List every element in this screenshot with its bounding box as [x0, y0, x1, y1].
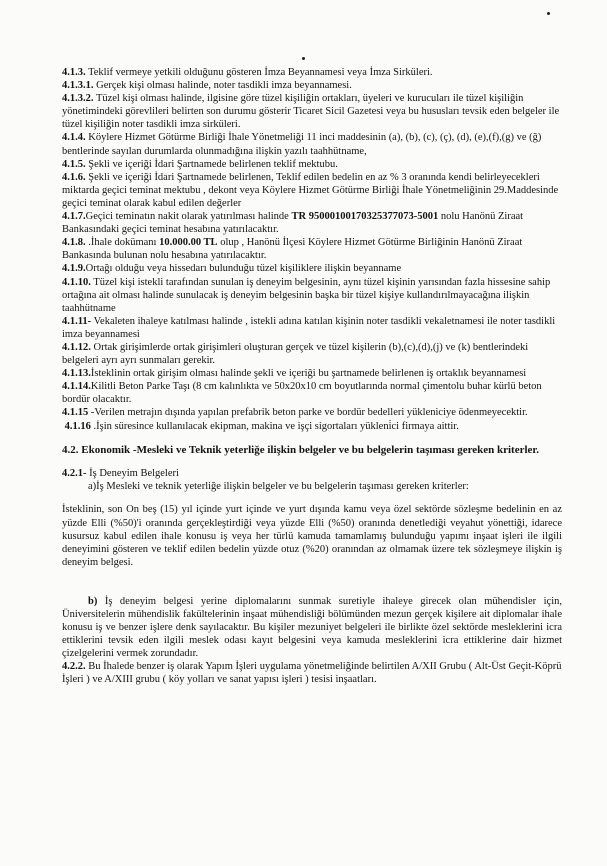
- item-4-1-5: 4.1.5. Şekli ve içeriği İdari Şartnamede belirlenen teklif mektubu.: [62, 158, 338, 170]
- paragraph-a: İsteklinin, son On beş (15) yıl içinde yurt içinde ve yurt dışında kamu veya özel sektörde sözleşme bedelinin en az yüzde Elli (%50)'i oranında gerçekleştirdiği veya yüzde Elli (%50) oranında denetlediği veyahut yönettiği, idarece kusursuz kabul edilen ihale konusu iş veya her türlü kamuda tamamlamış bulunduğu yapımı inşaat işleri ile ilgili deneyimini gösteren ve teklif edilen bedelin yüzde otuz (%20) oranından az olmamak üzere tek sözleşmeye ilişkin iş deneyim belgesi.: [62, 504, 562, 568]
- item-4-1-14: 4.1.14.Kilitli Beton Parke Taşı (8 cm kalınlıkta ve 50x20x10 cm boyutlarında normal çimentolu buhar kürlü beton bordür olacaktır.: [62, 381, 542, 406]
- item-4-1-9: 4.1.9.Ortağı olduğu veya hissedarı bulunduğu tüzel kişiliklere ilişkin beyanname: [62, 263, 402, 275]
- item-4-1-13: 4.1.13.İsteklinin ortak girişim olması halinde şekli ve içeriği bu şartnamede belirlenen iş ortaklık beyannamesi: [62, 368, 527, 380]
- scan-speck: [547, 12, 550, 15]
- iban-number: TR 95000100170325377073-5001: [291, 211, 439, 223]
- item-4-1-10: 4.1.10. Tüzel kişi istekli tarafından sunulan iş deneyim belgesinin, aynı tüzel kişinin yarısından fazla hissesine sahip ortağına ait olması halinde sunulacak iş deneyim belgesinin başka bir tüzel kişiye kullandırılmayacağına ilişkin taahhütname: [62, 276, 551, 314]
- item-a-heading: a)İş Mesleki ve teknik yeterliğe ilişkin belgeler ve bu belgelerin taşıması gereken kriterler:: [88, 481, 469, 493]
- item-4-1-15: 4.1.15 -Verilen metrajın dışında yapılan prefabrik beton parke ve bordür bedelleri yükleniciye ödenmeyecektir.: [62, 407, 528, 419]
- item-4-1-12: 4.1.12. Ortak girişimlerde ortak girişimleri oluşturan gerçek ve tüzel kişilerin (b),(c),(d),(j) ve (k) bentlerindeki belgeleri ayrı ayrı sunmaları gerekir.: [62, 341, 529, 367]
- item-4-2-2: 4.2.2. Bu İhalede benzer iş olarak Yapım İşleri uygulama yönetmeliğinde belirtilen A/XII Grubu ( Alt-Üst Geçit-Köprü İşleri ) ve A/XIII grubu ( köy yolları ve sanat yapısı işleri ) tesisi inşaatları.: [62, 661, 562, 686]
- item-4-1-8: 4.1.8. .İhale dokümanı 10.000.00 TL olup , Hanönü İlçesi Köylere Hizmet Götürme Birliğinin Hanönü Ziraat Bankasında bulunan nolu hesabına yatırılacaktır.: [62, 237, 523, 262]
- item-4-1-7: 4.1.7.Geçici teminatın nakit olarak yatırılması halinde TR 95000100170325377073-5001 nolu Hanönü Ziraat Bankasındaki geçici teminat hesabına yatırılacaktır.: [62, 211, 524, 236]
- paragraph-b: b) İş deneyim belgesi yerine diplomalarını sunmak suretiyle ihaleye girecek olan mühendisler için, Üniversitelerin mühendislik fakültelerinin inşaat mühendisliği bölümünden mezun gerçek kişilere ait diplomalar ihale konusu iş ve benzer işlere denk sayılacaktır. Bu kişiler mezuniyet belgeleri ile birlikte özel sektörde mesleklerini icra ettiklerini tevsik eden ilgili meslek odası kayıt belgesini veya kamuda mesleklerini icra ettiklerine dair hizmet çizelgelerini vermek zorundadır.: [62, 595, 562, 660]
- item-4-2-1: 4.2.1- İş Deneyim Belgeleri: [62, 468, 179, 480]
- item-4-1-3: 4.1.3. Teklif vermeye yetkili olduğunu gösteren İmza Beyannamesi veya İmza Sirküleri.: [62, 67, 433, 78]
- section-4-2-heading: 4.2. Ekonomik -Mesleki ve Teknik yeterliğe ilişkin belgeler ve bu belgelerin taşıması gereken kriterler.: [62, 443, 540, 456]
- item-4-1-16: 4.1.16 .İşin süresince kullanılacak ekipman, makina ve işçi sigortaları yükleni̇ci firmaya aittir.: [64, 420, 459, 432]
- item-4-1-3-1: 4.1.3.1. Gerçek kişi olması halinde, noter tasdikli imza beyannamesi.: [62, 80, 352, 92]
- item-4-1-3-2: 4.1.3.2. Tüzel kişi olması halinde, ilgisine göre tüzel kişiliğin ortakları, üyeleri ve kurucuları ile tüzel kişiliğin yönetimindeki görevlileri belirten son durumu gösterir Ticaret Sicil Gazetesi veya bu hususları tevsik eden belgeler ile tüzel kişiliğin noter tasdikli imza sirküleri.: [62, 93, 560, 131]
- item-4-1-4: 4.1.4. Köylere Hizmet Götürme Birliği İhale Yönetmeliği 11 inci maddesinin (a), (b), (c), (ç), (d), (e),(f),(g) ve (ğ) bentlerinde sayılan durumlarda olunmadığına ilişkin yazılı taahhütname,: [62, 132, 542, 157]
- item-4-1-6: 4.1.6. Şekli ve içeriği İdari Şartnamede belirlenen, Teklif edilen bedelin en az % 3 oranında kendi belirleyecekleri miktarda geçici teminat mektubu , dekont veya Köylere Hizmet Götürme Birliği İhale Yönetmeliğinin 29.Maddesinde geçici teminat olarak kabul edilen değerler: [62, 171, 559, 209]
- document-fee: 10.000.00 TL: [159, 237, 218, 249]
- item-4-1-11: 4.1.11- Vekaleten ihaleye katılması halinde , istekli adına katılan kişinin noter tasdikli vekaletnamesi ile noter tasdikli imza beyannamesi: [62, 315, 556, 340]
- document-body: [62, 66, 562, 687]
- scan-speck: [302, 57, 305, 60]
